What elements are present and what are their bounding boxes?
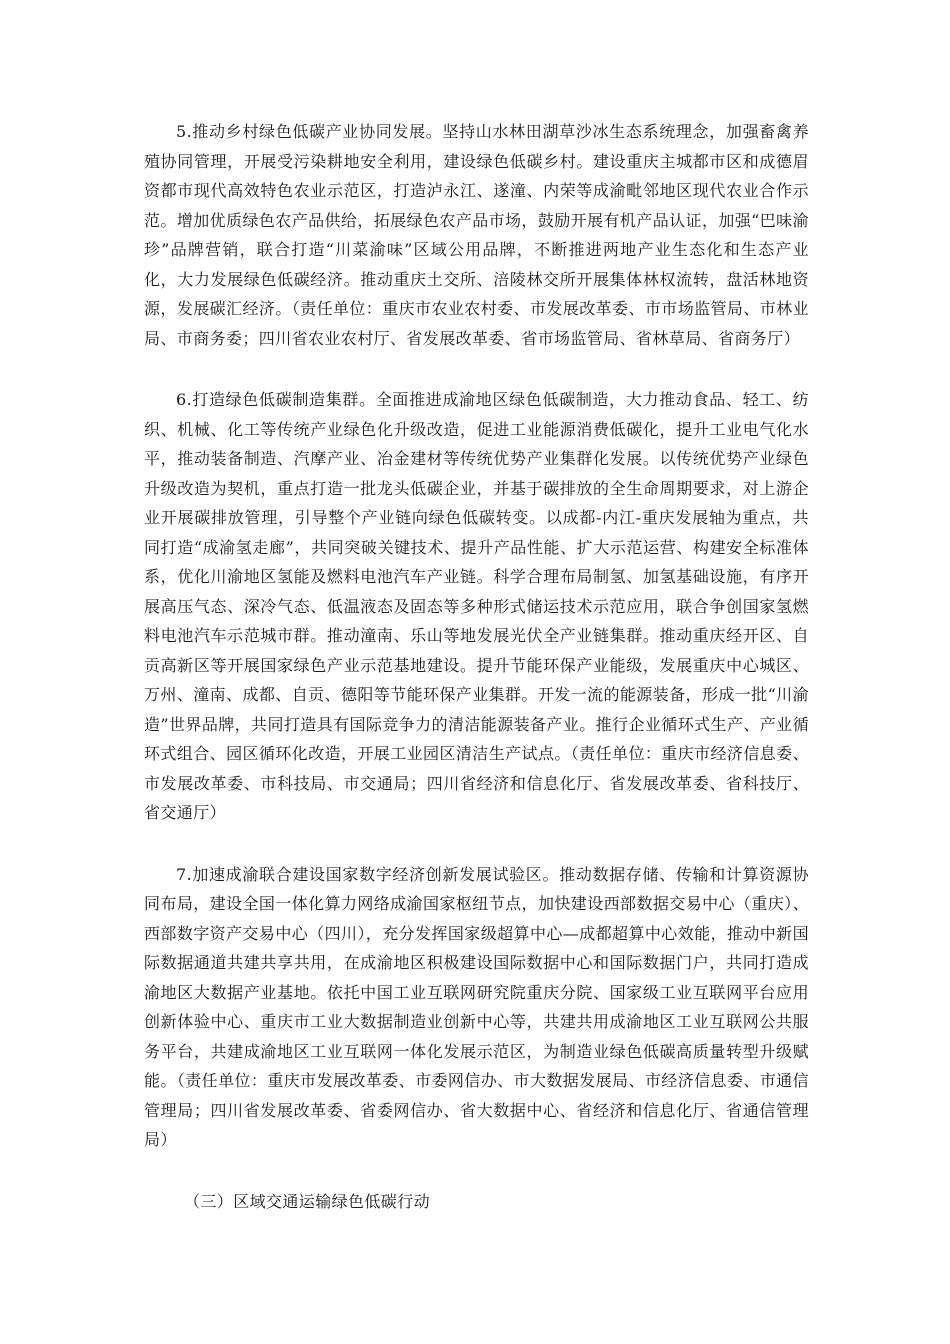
paragraph-spacer bbox=[144, 1155, 809, 1187]
section-heading: （三）区域交通运输绿色低碳行动 bbox=[184, 1191, 431, 1211]
document-body bbox=[144, 117, 809, 1216]
paragraph-spacer bbox=[144, 828, 809, 860]
paragraph-7-digital-economy: 7.加速成渝联合建设国家数字经济创新发展试验区。推动数据存储、传输和计算资源协同布局，建设全国一体化算力网络成渝国家枢纽节点，加快建设西部数据交易中心（重庆）、西部数字资产交易中心（四川），充分发挥国家级超算中心—成都超算中心效能，推动中新国际数据通道共建共享共用，在成渝地区积极建设国际数据中心和国际数据门户，共同打造成渝地区大数据产业基地。依托中国工业互联网研究院重庆分院、国家级工业互联网平台应用创新体验中心、重庆市工业大数据制造业创新中心等，共建共用成渝地区工业互联网公共服务平台，共建成渝地区工业互联网一体化发展示范区，为制造业绿色低碳高质量转型升级赋能。（责任单位：重庆市发展改革委、市委网信办、市大数据发展局、市经济信息委、市通信管理局；四川省发展改革委、省委网信办、省大数据中心、省经济和信息化厅、省通信管理局） bbox=[144, 864, 809, 1149]
paragraph-5-rural-industry: 5.推动乡村绿色低碳产业协同发展。坚持山水林田湖草沙冰生态系统理念，加强畜禽养殖协同管理，开展受污染耕地安全利用，建设绿色低碳乡村。建设重庆主城都市区和成德眉资都市现代高效特色农业示范区，打造泸永江、遂潼、内荣等成渝毗邻地区现代农业合作示范。增加优质绿色农产品供给，拓展绿色农产品市场，鼓励开展有机产品认证，加强“巴味渝珍”品牌营销，联合打造“川菜渝味”区域公用品牌，不断推进两地产业生态化和生态产业化，大力发展绿色低碳经济。推动重庆土交所、涪陵林交所开展集体林权流转，盘活林地资源，发展碳汇经济。（责任单位：重庆市农业农村委、市发展改革委、市市场监管局、市林业局、市商务委；四川省农业农村厅、省发展改革委、省市场监管局、省林草局、省商务厅） bbox=[144, 122, 809, 348]
paragraph-spacer bbox=[144, 353, 809, 385]
paragraph-6-manufacturing-cluster: 6.打造绿色低碳制造集群。全面推进成渝地区绿色低碳制造，大力推动食品、轻工、纺织、机械、化工等传统产业绿色化升级改造，促进工业能源消费低碳化，提升工业电气化水平，推动装备制造、汽摩产业、冶金建材等传统优势产业集群化发展。以传统优势产业绿色升级改造为契机，重点打造一批龙头低碳企业，并基于碳排放的全生命周期要求，对上游企业开展碳排放管理，引导整个产业链向绿色低碳转变。以成都-内江-重庆发展轴为重点，共同打造“成渝氢走廊”，共同突破关键技术、提升产品性能、扩大示范运营、构建安全标准体系，优化川渝地区氢能及燃料电池汽车产业链。科学合理布局制氢、加氢基础设施，有序开展高压气态、深冷气态、低温液态及固态等多种形式储运技术示范应用，联合争创国家氢燃料电池汽车示范城市群。推动潼南、乐山等地发展光伏全产业链集群。推动重庆经开区、自贡高新区等开展国家绿色产业示范基地建设。提升节能环保产业能级，发展重庆中心城区、万州、潼南、成都、自贡、德阳等节能环保产业集群。开发一流的能源装备，形成一批“川渝造”世界品牌，共同打造具有国际竞争力的清洁能源装备产业。推行企业循环式生产、产业循环式组合、园区循环化改造，开展工业园区清洁生产试点。（责任单位：重庆市经济信息委、市发展改革委、市科技局、市交通局；四川省经济和信息化厅、省发展改革委、省科技厅、省交通厅） bbox=[144, 390, 809, 822]
